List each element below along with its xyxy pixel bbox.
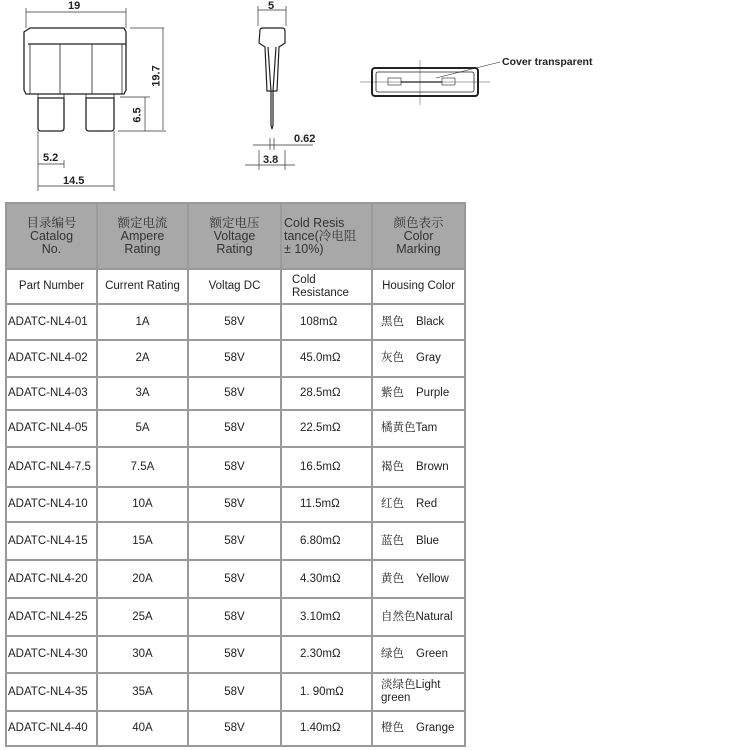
header-ampere: 额定电流 Ampere Rating <box>97 203 188 269</box>
side-view-drawing <box>259 28 285 129</box>
current-rating-cell: 3A <box>97 377 188 410</box>
color-name-zh: 淡绿色 <box>381 679 416 691</box>
dim-blade-width-5-2: 5.2 <box>43 152 59 164</box>
part-number-cell: ADATC-NL4-20 <box>6 560 97 598</box>
table-row <box>6 522 465 560</box>
housing-color-cell <box>372 304 465 340</box>
current-rating-cell: 40A <box>97 711 188 746</box>
housing-color-cell <box>372 340 465 377</box>
voltage-cell: 58V <box>188 711 281 746</box>
subheader-housing-color: Housing Color <box>372 269 465 304</box>
part-number-cell: ADATC-NL4-10 <box>6 487 97 522</box>
current-rating-cell: 15A <box>97 522 188 560</box>
resistance-cell: 108mΩ <box>281 304 372 340</box>
color-name-zh: 黑色 <box>381 315 404 328</box>
dim-blade-length-6-5: 6.5 <box>131 107 144 123</box>
part-number-cell: ADATC-NL4-15 <box>6 522 97 560</box>
part-number-cell: ADATC-NL4-25 <box>6 598 97 636</box>
current-rating-cell: 10A <box>97 487 188 522</box>
resistance-cell: 4.30mΩ <box>281 560 372 598</box>
part-number-cell: ADATC-NL4-7.5 <box>6 447 97 487</box>
color-name-en: Natural <box>415 610 453 623</box>
color-name-zh: 蓝色 <box>381 534 404 547</box>
resistance-cell: 16.5mΩ <box>281 447 372 487</box>
voltage-cell: 58V <box>188 636 281 673</box>
table-row <box>6 377 465 410</box>
current-rating-cell: 1A <box>97 304 188 340</box>
header-cold-resistance: Cold Resis tance(冷电阻 ± 10%) <box>281 203 372 269</box>
voltage-cell: 58V <box>188 560 281 598</box>
table-row <box>6 636 465 673</box>
color-name-zh: 黄色 <box>381 572 404 585</box>
color-name-zh: 褐色 <box>381 460 404 473</box>
current-rating-cell: 20A <box>97 560 188 598</box>
part-number-cell: ADATC-NL4-05 <box>6 410 97 447</box>
header-voltage: 额定电压 Voltage Rating <box>188 203 281 269</box>
color-name-zh: 自然色 <box>381 610 416 623</box>
current-rating-cell: 5A <box>97 410 188 447</box>
resistance-cell: 11.5mΩ <box>281 487 372 522</box>
front-view-drawing <box>24 28 126 131</box>
table-row <box>6 340 465 377</box>
voltage-cell: 58V <box>188 340 281 377</box>
color-name-zh: 绿色 <box>381 648 404 660</box>
dim-blade-span-14-5: 14.5 <box>63 175 85 187</box>
table-row <box>6 410 465 447</box>
table-row <box>6 447 465 487</box>
top-view-drawing <box>360 60 500 105</box>
part-number-cell: ADATC-NL4-40 <box>6 711 97 746</box>
voltage-cell: 58V <box>188 410 281 447</box>
dim-blade-thickness-0-62: 0.62 <box>294 133 316 145</box>
color-name-en: Black <box>416 315 445 328</box>
dim-thickness-5: 5 <box>268 0 275 12</box>
color-name-en: Yellow <box>416 572 449 585</box>
color-name-en: Tam <box>415 422 438 434</box>
current-rating-cell: 30A <box>97 636 188 673</box>
color-name-en: Purple <box>416 387 450 399</box>
color-name-zh: 橘黄色 <box>381 422 416 434</box>
part-number-cell: ADATC-NL4-03 <box>6 377 97 410</box>
resistance-cell: 1.40mΩ <box>281 711 372 746</box>
color-name-zh: 灰色 <box>381 352 404 364</box>
color-name-en: Light green <box>381 679 441 704</box>
color-name-zh: 橙色 <box>381 722 404 734</box>
housing-color-cell <box>372 447 465 487</box>
resistance-cell: 2.30mΩ <box>281 636 372 673</box>
part-number-cell: ADATC-NL4-02 <box>6 340 97 377</box>
subheader-current-rating: Current Rating <box>97 269 188 304</box>
voltage-cell: 58V <box>188 304 281 340</box>
color-name-zh: 紫色 <box>381 387 404 399</box>
resistance-cell: 3.10mΩ <box>281 598 372 636</box>
voltage-cell: 58V <box>188 377 281 410</box>
voltage-cell: 58V <box>188 487 281 522</box>
voltage-cell: 58V <box>188 598 281 636</box>
cover-transparent-label: Cover transparent <box>502 56 593 68</box>
color-name-en: Green <box>416 648 448 660</box>
housing-color-cell <box>372 598 465 636</box>
resistance-cell: 22.5mΩ <box>281 410 372 447</box>
housing-color-cell <box>372 410 465 447</box>
housing-color-cell <box>372 522 465 560</box>
resistance-cell: 6.80mΩ <box>281 522 372 560</box>
housing-color-cell <box>372 377 465 410</box>
table-row <box>6 598 465 636</box>
color-name-en: Blue <box>416 534 440 547</box>
dim-height-19-7: 19.7 <box>150 65 163 87</box>
color-name-en: Red <box>416 498 438 510</box>
color-name-en: Brown <box>416 460 449 473</box>
subheader-voltage-dc: Voltag DC <box>188 269 281 304</box>
housing-color-cell <box>372 711 465 746</box>
table-row <box>6 711 465 746</box>
header-catalog: 目录编号 Catalog No. <box>6 203 97 269</box>
resistance-cell: 28.5mΩ <box>281 377 372 410</box>
housing-color-cell <box>372 673 465 711</box>
housing-color-cell <box>372 636 465 673</box>
dim-width-19: 19 <box>68 0 81 12</box>
color-name-zh: 红色 <box>381 498 404 510</box>
part-number-cell: ADATC-NL4-35 <box>6 673 97 711</box>
current-rating-cell: 2A <box>97 340 188 377</box>
housing-color-cell <box>372 487 465 522</box>
table-row <box>6 673 465 711</box>
table-row <box>6 304 465 340</box>
current-rating-cell: 35A <box>97 673 188 711</box>
color-name-en: Grange <box>416 722 455 734</box>
voltage-cell: 58V <box>188 447 281 487</box>
table-row <box>6 487 465 522</box>
subheader-part-number: Part Number <box>6 269 97 304</box>
table-row <box>6 560 465 598</box>
color-name-en: Gray <box>416 352 441 364</box>
part-number-cell: ADATC-NL4-30 <box>6 636 97 673</box>
part-number-cell: ADATC-NL4-01 <box>6 304 97 340</box>
resistance-cell: 1. 90mΩ <box>281 673 372 711</box>
current-rating-cell: 7.5A <box>97 447 188 487</box>
housing-color-cell <box>372 560 465 598</box>
table-header-row <box>6 203 465 269</box>
resistance-cell: 45.0mΩ <box>281 340 372 377</box>
header-color: 颜色表示 Color Marking <box>372 203 465 269</box>
dim-base-width-3-8: 3.8 <box>263 154 279 166</box>
voltage-cell: 58V <box>188 522 281 560</box>
fuse-drawings <box>0 0 750 200</box>
subheader-cold-resistance: Cold Resistance <box>281 269 372 304</box>
table-subheader-row <box>6 269 465 304</box>
fuse-spec-table <box>5 202 466 747</box>
voltage-cell: 58V <box>188 673 281 711</box>
current-rating-cell: 25A <box>97 598 188 636</box>
